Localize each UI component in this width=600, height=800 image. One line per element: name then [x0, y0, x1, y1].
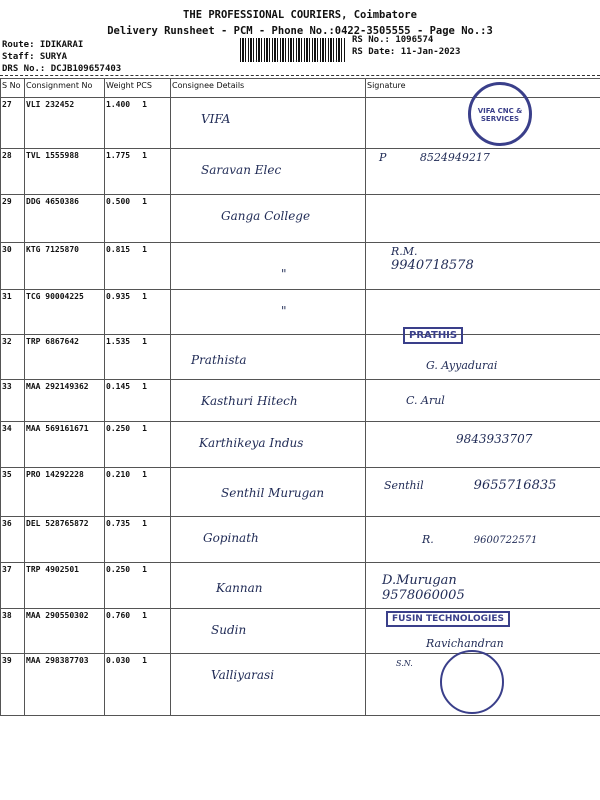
table-row [1, 335, 600, 380]
signature-text: D.Murugan [382, 573, 457, 588]
row-consignee: VIFA [171, 98, 366, 149]
col-pcs: PCS [136, 81, 152, 90]
row-weight-cell [105, 654, 171, 716]
table-row [1, 195, 600, 243]
row-weight: 1.400 [106, 100, 131, 109]
row-consignee: Prathista [171, 335, 366, 380]
col-weight: Weight [106, 81, 134, 90]
row-signature [366, 563, 600, 609]
row-signature [366, 380, 600, 422]
row-weight-cell [105, 195, 171, 243]
signature-text: G. Ayyadurai [426, 359, 498, 372]
row-signature [366, 290, 600, 335]
row-signature [366, 149, 600, 195]
row-consignment-no: DDG 4650386 [25, 195, 105, 243]
row-weight: 0.815 [106, 245, 131, 254]
row-consignee: Kasthuri Hitech [171, 380, 366, 422]
row-consignee: Kannan [171, 563, 366, 609]
row-weight: 0.210 [106, 470, 131, 479]
row-weight: 0.735 [106, 519, 131, 528]
row-weight: 0.760 [106, 611, 131, 620]
row-pcs: 1 [142, 245, 147, 254]
row-weight: 0.250 [106, 424, 131, 433]
row-consignee: Sudin [171, 609, 366, 654]
row-consignment-no: MAA 569161671 [25, 422, 105, 468]
row-pcs: 1 [142, 337, 147, 346]
row-sno: 37 [1, 563, 25, 609]
row-weight-cell [105, 149, 171, 195]
row-sno: 34 [1, 422, 25, 468]
row-weight-cell [105, 609, 171, 654]
signature-phone: 8524949217 [419, 151, 490, 164]
table-row [1, 654, 600, 716]
col-sno: S No [1, 79, 25, 98]
row-weight-cell [105, 290, 171, 335]
row-consignment-no: VLI 232452 [25, 98, 105, 149]
row-sno: 35 [1, 468, 25, 517]
row-consignment-no: MAA 298387703 [25, 654, 105, 716]
table-row [1, 290, 600, 335]
row-consignee: Gopinath [171, 517, 366, 563]
table-row [1, 609, 600, 654]
col-signature: Signature [366, 79, 600, 98]
row-pcs: 1 [142, 519, 147, 528]
route-label: Route: IDIKARAI [2, 40, 84, 50]
row-consignee: Karthikeya Indus [171, 422, 366, 468]
row-consignment-no: TRP 4902501 [25, 563, 105, 609]
row-pcs: 1 [142, 565, 147, 574]
row-weight: 0.030 [106, 656, 131, 665]
vifa-stamp [468, 82, 532, 146]
col-consignment: Consignment No [25, 79, 105, 98]
staff-label: Staff: SURYA [2, 52, 68, 62]
row-sno: 36 [1, 517, 25, 563]
row-pcs: 1 [142, 424, 147, 433]
prathis-stamp: PRATHIS [403, 327, 463, 344]
row-pcs: 1 [142, 197, 147, 206]
table-row [1, 422, 600, 468]
row-sno: 31 [1, 290, 25, 335]
col-consignee: Consignee Details [171, 79, 366, 98]
row-pcs: 1 [142, 292, 147, 301]
row-consignment-no: TRP 6867642 [25, 335, 105, 380]
row-weight: 0.145 [106, 382, 131, 391]
row-sno: 33 [1, 380, 25, 422]
sheet-title: THE PROFESSIONAL COURIERS, Coimbatore [183, 9, 417, 21]
row-sno: 39 [1, 654, 25, 716]
signature-text: R.M. [391, 245, 418, 258]
row-signature [366, 422, 600, 468]
runsheet-table [0, 78, 600, 716]
rs-date-label: RS Date: 11-Jan-2023 [352, 47, 461, 57]
row-weight-cell [105, 335, 171, 380]
round-stamp [440, 650, 504, 714]
row-sno: 38 [1, 609, 25, 654]
row-weight-cell [105, 468, 171, 517]
row-weight: 0.250 [106, 565, 131, 574]
row-weight-cell [105, 422, 171, 468]
row-consignment-no: MAA 292149362 [25, 380, 105, 422]
row-pcs: 1 [142, 611, 147, 620]
col-weight-pcs [105, 79, 171, 98]
vifa-stamp-text: VIFA CNC & SERVICES [477, 107, 523, 123]
row-consignment-no: PRO 14292228 [25, 468, 105, 517]
row-signature [366, 243, 600, 290]
signature-phone: 9600722571 [473, 535, 538, 546]
row-pcs: 1 [142, 656, 147, 665]
row-weight: 1.775 [106, 151, 131, 160]
signature-phone: 9578060005 [382, 588, 465, 603]
row-pcs: 1 [142, 100, 147, 109]
row-signature [366, 335, 600, 380]
row-signature [366, 195, 600, 243]
signature-phone: 9843933707 [456, 432, 533, 446]
row-signature [366, 468, 600, 517]
row-sno: 30 [1, 243, 25, 290]
signature-text: P [379, 151, 387, 164]
fusin-stamp: FUSIN TECHNOLOGIES [386, 611, 510, 627]
row-weight-cell [105, 517, 171, 563]
sheet-subtitle: Delivery Runsheet - PCM - Phone No.:0422-3505555 - Page No.:3 [107, 25, 493, 37]
drs-label: DRS No.: DCJB109657403 [2, 64, 122, 74]
row-sno: 29 [1, 195, 25, 243]
row-consignment-no: MAA 290550302 [25, 609, 105, 654]
row-pcs: 1 [142, 382, 147, 391]
row-pcs: 1 [142, 151, 147, 160]
row-consignee: Valliyarasi [171, 654, 366, 716]
row-weight-cell [105, 563, 171, 609]
row-weight: 1.535 [106, 337, 131, 346]
row-pcs: 1 [142, 470, 147, 479]
row-weight-cell [105, 380, 171, 422]
table-row [1, 380, 600, 422]
row-consignee: " [171, 243, 366, 290]
table-row [1, 563, 600, 609]
row-signature [366, 517, 600, 563]
signature-text: Senthil [384, 479, 424, 492]
table-row [1, 149, 600, 195]
row-consignee: Senthil Murugan [171, 468, 366, 517]
barcode [240, 38, 345, 62]
header-divider [0, 75, 600, 76]
row-consignment-no: TVL 1555988 [25, 149, 105, 195]
row-sno: 27 [1, 98, 25, 149]
signature-text: S.N. [396, 659, 413, 668]
signature-text: Ravichandran [426, 637, 504, 650]
rs-no-label: RS No.: 1096574 [352, 35, 434, 45]
row-consignee: Saravan Elec [171, 149, 366, 195]
signature-phone: 9940718578 [391, 258, 474, 273]
signature-phone: 9655716835 [473, 478, 557, 493]
row-consignee: " [171, 290, 366, 335]
row-sno: 32 [1, 335, 25, 380]
table-row [1, 243, 600, 290]
row-weight-cell [105, 98, 171, 149]
table-row [1, 517, 600, 563]
row-consignee: Ganga College [171, 195, 366, 243]
signature-text: R. [422, 533, 434, 546]
row-weight: 0.935 [106, 292, 131, 301]
row-consignment-no: KTG 7125870 [25, 243, 105, 290]
table-row [1, 468, 600, 517]
row-sno: 28 [1, 149, 25, 195]
row-consignment-no: DEL 528765872 [25, 517, 105, 563]
row-weight-cell [105, 243, 171, 290]
signature-text: C. Arul [406, 394, 445, 407]
row-consignment-no: TCG 90004225 [25, 290, 105, 335]
row-weight: 0.500 [106, 197, 131, 206]
